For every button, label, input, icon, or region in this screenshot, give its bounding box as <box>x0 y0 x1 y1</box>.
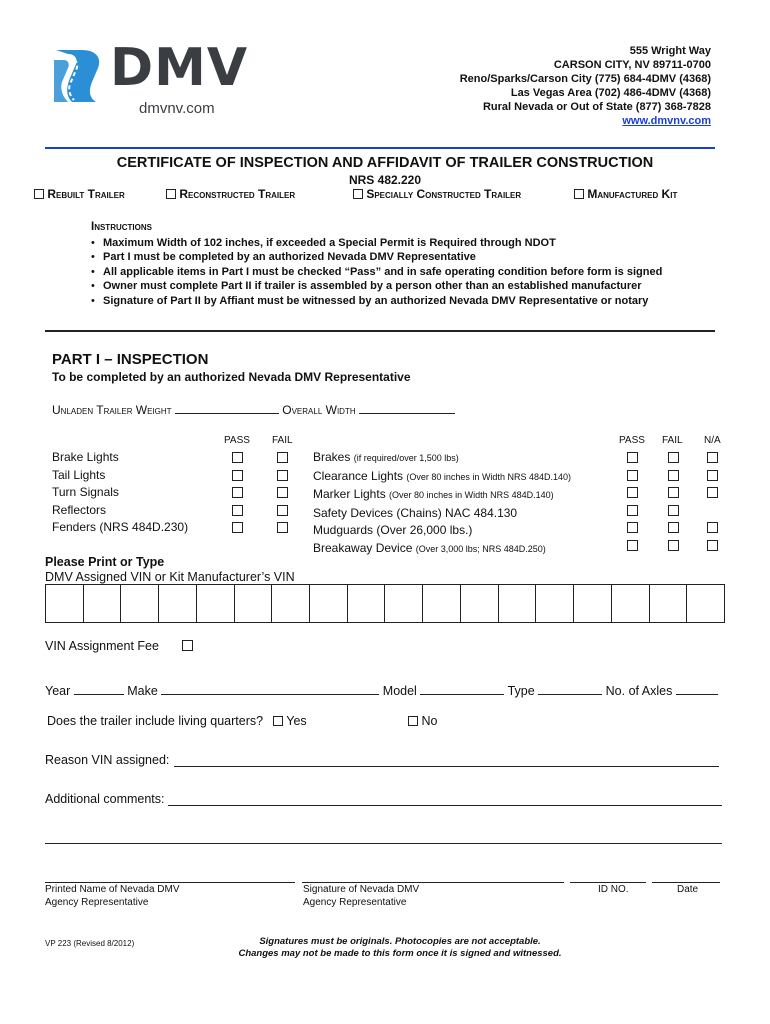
living-quarters-yes[interactable]: Yes <box>273 714 307 728</box>
id-no-caption: ID NO. <box>598 884 629 895</box>
fail-checkbox[interactable] <box>668 505 679 516</box>
no-checkbox[interactable] <box>408 716 418 726</box>
inspection-item: Breakaway Device (Over 3,000 lbs; NRS 484D.250) <box>313 540 546 555</box>
address-line: Reno/Sparks/Carson City (775) 684-4DMV (4368) <box>459 73 711 85</box>
instructions-divider <box>45 330 715 332</box>
inspection-item: Clearance Lights (Over 80 inches in Width NRS 484D.140) <box>313 468 571 483</box>
col-pass-right: PASS <box>619 435 645 446</box>
inspection-item: Fenders (NRS 484D.230) <box>52 520 189 535</box>
axles-label: No. of Axles <box>605 684 673 698</box>
comments-field[interactable] <box>168 805 722 806</box>
col-fail-right: FAIL <box>662 435 683 446</box>
vin-char-box[interactable] <box>235 585 273 622</box>
vin-char-box[interactable] <box>612 585 650 622</box>
vin-char-box[interactable] <box>197 585 235 622</box>
inspection-item: Tail Lights <box>52 467 106 482</box>
comments-label: Additional comments: <box>45 792 165 806</box>
pass-checkbox[interactable] <box>232 505 243 516</box>
fail-checkbox[interactable] <box>277 470 288 481</box>
footer-note: Signatures must be originals. Photocopies are not acceptable. Changes may not be made to this form once it is signed and witnessed. <box>238 936 562 959</box>
vin-char-box[interactable] <box>536 585 574 622</box>
fail-checkbox[interactable] <box>277 505 288 516</box>
vin-char-box[interactable] <box>121 585 159 622</box>
vin-char-box[interactable] <box>310 585 348 622</box>
list-item: • Part I must be completed by an authorized Nevada DMV Representative <box>91 250 662 264</box>
trailer-type-specially-constructed[interactable] <box>353 187 521 201</box>
trailer-type-rebuilt[interactable] <box>34 187 125 201</box>
rebuilt-checkbox[interactable] <box>34 189 44 199</box>
pass-checkbox[interactable] <box>232 470 243 481</box>
axles-field[interactable] <box>676 683 718 695</box>
pass-checkbox[interactable] <box>232 522 243 533</box>
col-pass-left: PASS <box>224 435 250 446</box>
vin-char-box[interactable] <box>499 585 537 622</box>
trailer-type-reconstructed[interactable] <box>166 187 295 201</box>
part1-subtitle: To be completed by an authorized Nevada DMV Representative <box>52 370 411 384</box>
pass-checkbox[interactable] <box>232 452 243 463</box>
na-checkbox[interactable] <box>707 540 718 551</box>
rebuilt-label: Rebuilt Trailer <box>47 187 125 201</box>
fail-checkbox[interactable] <box>668 487 679 498</box>
vin-char-box[interactable] <box>650 585 688 622</box>
vin-char-box[interactable] <box>46 585 84 622</box>
fail-checkbox[interactable] <box>277 522 288 533</box>
print-heading: Please Print or Type <box>45 555 165 569</box>
manufactured-kit-label: Manufactured Kit <box>587 187 678 201</box>
vin-fee-checkbox[interactable] <box>182 640 193 651</box>
right-inspection-labels <box>313 449 571 559</box>
date-line[interactable] <box>652 882 720 883</box>
vin-char-box[interactable] <box>272 585 310 622</box>
agency-address <box>460 44 711 128</box>
vin-char-box[interactable] <box>348 585 386 622</box>
specially-constructed-checkbox[interactable] <box>353 189 363 199</box>
reconstructed-label: Reconstructed Trailer <box>179 187 296 201</box>
unladen-weight-label: Unladen Trailer Weight <box>52 403 172 417</box>
instructions-list <box>91 236 662 308</box>
pass-checkbox[interactable] <box>627 470 638 481</box>
vin-box-grid[interactable] <box>45 584 725 623</box>
comments-field-line2[interactable] <box>45 843 722 844</box>
vin-char-box[interactable] <box>159 585 197 622</box>
inspection-item: Brakes (if required/over 1,500 lbs) <box>313 450 459 464</box>
inspection-item: Reflectors <box>52 502 107 517</box>
trailer-type-manufactured-kit[interactable] <box>574 187 677 201</box>
unladen-weight-field[interactable] <box>175 402 279 414</box>
address-line: 555 Wright Way <box>629 45 711 57</box>
address-line: Rural Nevada or Out of State (877) 368-7828 <box>482 101 711 113</box>
instructions-heading: Instructions <box>91 221 152 233</box>
fail-checkbox[interactable] <box>668 522 679 533</box>
printed-name-caption: Printed Name of Nevada DMV Agency Representative <box>45 884 180 908</box>
reason-field[interactable] <box>174 766 719 767</box>
dmv-logo <box>52 38 272 120</box>
vehicle-details-row <box>45 683 718 698</box>
year-field[interactable] <box>74 683 124 695</box>
form-title: CERTIFICATE OF INSPECTION AND AFFIDAVIT OF TRAILER CONSTRUCTION <box>116 155 654 171</box>
na-checkbox[interactable] <box>707 470 718 481</box>
pass-checkbox[interactable] <box>627 452 638 463</box>
part1-title: PART I – INSPECTION <box>52 351 209 368</box>
vin-char-box[interactable] <box>461 585 499 622</box>
statute-ref: NRS 482.220 <box>348 173 422 187</box>
model-field[interactable] <box>420 683 504 695</box>
list-item: • Maximum Width of 102 inches, if exceeded a Special Permit is Required through NDOT <box>91 236 662 250</box>
list-item: • All applicable items in Part I must be checked “Pass” and in safe operating condition before form is signed <box>91 265 662 279</box>
left-fail-checkboxes <box>277 452 289 533</box>
fail-checkbox[interactable] <box>277 452 288 463</box>
col-na-right: N/A <box>704 435 721 446</box>
header-divider <box>45 147 715 149</box>
vin-label: DMV Assigned VIN or Kit Manufacturer’s VIN <box>45 570 295 584</box>
right-pass-checkboxes <box>627 452 639 551</box>
pass-checkbox[interactable] <box>232 487 243 498</box>
inspection-item: Turn Signals <box>52 485 119 500</box>
inspection-item: Marker Lights (Over 80 inches in Width NRS 484D.140) <box>313 487 554 502</box>
make-field[interactable] <box>161 683 379 695</box>
unladen-weight-row <box>52 402 455 417</box>
vin-fee-label: VIN Assignment Fee <box>45 639 159 653</box>
fail-checkbox[interactable] <box>668 540 679 551</box>
na-checkbox[interactable] <box>707 522 718 533</box>
left-inspection-labels <box>52 449 188 537</box>
right-na-checkboxes <box>707 452 719 551</box>
right-fail-checkboxes <box>668 452 680 551</box>
pass-checkbox[interactable] <box>627 505 638 516</box>
signature-caption: Signature of Nevada DMV Agency Representative <box>303 884 420 908</box>
vin-char-box[interactable] <box>687 585 724 622</box>
overall-width-label: Overall Width <box>282 403 356 417</box>
left-pass-checkboxes <box>232 452 244 533</box>
printed-name-line[interactable] <box>45 882 295 883</box>
na-checkbox[interactable] <box>707 452 718 463</box>
living-quarters-no[interactable]: No <box>408 714 437 728</box>
pass-checkbox[interactable] <box>627 540 638 551</box>
specially-constructed-label: Specially Constructed Trailer <box>366 187 522 201</box>
inspection-item: Mudguards (Over 26,000 lbs.) <box>313 523 473 538</box>
signature-line[interactable] <box>302 882 564 883</box>
website-link[interactable]: www.dmvnv.com <box>622 115 711 127</box>
pass-checkbox[interactable] <box>627 522 638 533</box>
overall-width-field[interactable] <box>359 402 455 414</box>
year-label: Year <box>45 684 71 698</box>
type-field[interactable] <box>538 683 602 695</box>
fail-checkbox[interactable] <box>668 452 679 463</box>
vin-char-box[interactable] <box>84 585 122 622</box>
inspection-item: Brake Lights <box>52 450 119 464</box>
na-checkbox[interactable] <box>707 487 718 498</box>
id-no-line[interactable] <box>570 882 646 883</box>
list-item: • Signature of Part II by Affiant must be witnessed by an authorized Nevada DMV Representative or notary <box>91 294 662 308</box>
reason-label: Reason VIN assigned: <box>45 753 170 767</box>
col-fail-left: FAIL <box>272 435 293 446</box>
fail-checkbox[interactable] <box>277 487 288 498</box>
yes-checkbox[interactable] <box>273 716 283 726</box>
model-label: Model <box>382 684 417 698</box>
list-item: • Owner must complete Part II if trailer is assembled by a person other than an established manufacturer <box>91 279 662 293</box>
road-logo-icon <box>52 46 112 104</box>
vin-char-box[interactable] <box>385 585 423 622</box>
address-line: Las Vegas Area (702) 486-4DMV (4368) <box>510 87 711 99</box>
date-caption: Date <box>677 884 699 895</box>
logo-domain: dmvnv.com <box>139 100 215 117</box>
pass-checkbox[interactable] <box>627 487 638 498</box>
living-quarters-question: Does the trailer include living quarters? <box>47 714 264 728</box>
make-label: Make <box>127 684 158 698</box>
vin-char-box[interactable] <box>423 585 461 622</box>
type-label: Type <box>507 684 535 698</box>
inspection-item: Safety Devices (Chains) NAC 484.130 <box>313 505 518 520</box>
address-line: CARSON CITY, NV 89711-0700 <box>553 59 711 71</box>
logo-brand: DMV <box>110 38 249 98</box>
vin-char-box[interactable] <box>574 585 612 622</box>
manufactured-kit-checkbox[interactable] <box>574 189 584 199</box>
fail-checkbox[interactable] <box>668 470 679 481</box>
reconstructed-checkbox[interactable] <box>166 189 176 199</box>
form-id: VP 223 (Revised 8/2012) <box>45 939 135 948</box>
